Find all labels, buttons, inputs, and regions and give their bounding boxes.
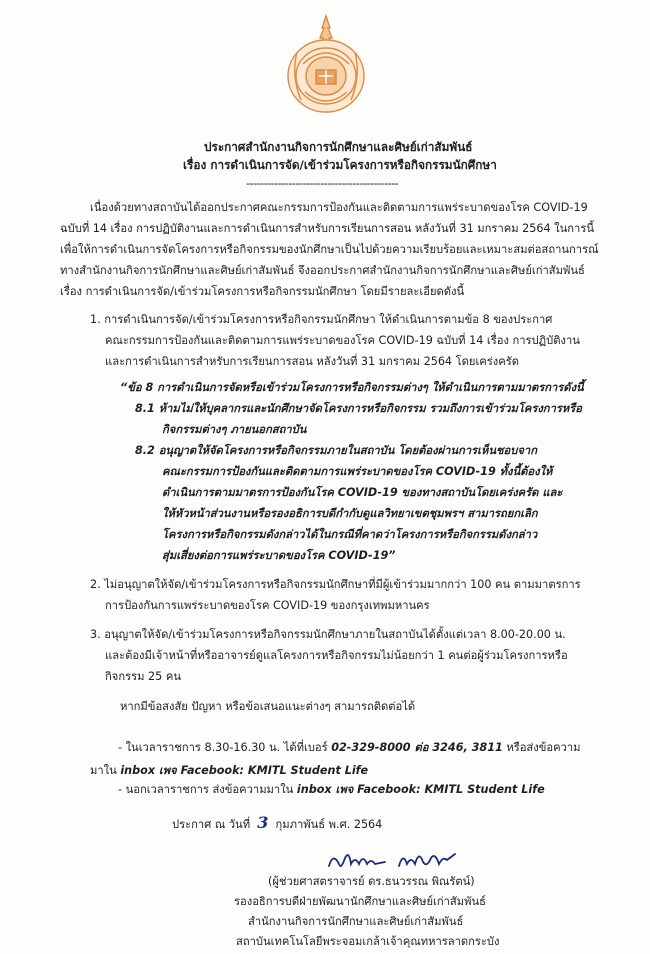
item-2-line: 2. ไม่อนุญาตให้จัด/เข้าร่วมโครงการหรือกิจกรรมนักศึกษาที่มีผู้เข้าร่วมมากกว่า 100 คน ตามมาตรการ [90, 578, 581, 591]
intro-line: เพื่อให้การดำเนินการจัดโครงการหรือกิจกรรมของนักศึกษาเป็นไปด้วยความเรียบร้อยและเหมาะสมต่อสถานการณ์ [60, 243, 599, 256]
announcement-title: ประกาศสำนักงานกิจการนักศึกษาและศิษย์เก่าสัมพันธ์ [204, 140, 473, 154]
contact-facebook-link[interactable]: inbox เพจ Facebook: KMITL Student Life [120, 764, 369, 777]
contact-phone: 02-329-8000 ต่อ 3246, 3811 [331, 741, 503, 754]
title-separator: ------------------------------------------- [246, 177, 399, 190]
contact-facebook-link[interactable]: inbox เพจ Facebook: KMITL Student Life [296, 783, 545, 796]
signatory-institution: สถาบันเทคโนโลยีพระจอมเกล้าเจ้าคุณทหารลาดกระบัง [236, 935, 500, 948]
contact-office-prefix: - ในเวลาราชการ 8.30-16.30 น. ได้ที่เบอร์ [118, 741, 332, 754]
intro-line: ทางสำนักงานกิจการนักศึกษาและศิษย์เก่าสัมพันธ์ จึงออกประกาศสำนักงานกิจการนักศึกษาและศิษย์เก่าสัมพันธ์ [60, 264, 585, 277]
clause-8-2-line: โครงการหรือกิจกรรมดังกล่าวได้ในกรณีที่คาดว่าโครงการหรือกิจกรรมดังกล่าว [162, 528, 538, 541]
item-3-line: กิจกรรม 25 คน [105, 670, 181, 683]
item-3-line: และต้องมีเจ้าหน้าที่หรืออาจารย์ดูแลโครงการหรือกิจกรรมไม่น้อยกว่า 1 คนต่อผู้ร่วมโครงการหรือ [105, 649, 568, 662]
clause-8-2-line: ให้หัวหน้าส่วนงานหรือรองอธิการบดีกำกับดูแลวิทยาเขตชุมพรฯ สามารถยกเลิก [162, 507, 538, 520]
clause-8-2-line: ดำเนินการตามมาตรการป้องกันโรค COVID-19 ของทางสถาบันโดยเคร่งครัด และ [162, 486, 563, 499]
date-prefix: ประกาศ ณ วันที่ [172, 818, 251, 831]
intro-line: เนื่องด้วยทางสถาบันได้ออกประกาศคณะกรรมการป้องกันและติดตามการแพร่ระบาดของโรค COVID-19 [90, 201, 588, 214]
clause-8-2-line: คณะกรรมการป้องกันและติดตามการแพร่ระบาดของโรค COVID-19 ทั้งนี้ต้องให้ [162, 465, 553, 478]
kmitl-seal-logo [283, 12, 369, 116]
item-2-line: การป้องกันการแพร่ระบาดของโรค COVID-19 ของกรุงเทพมหานคร [105, 599, 430, 612]
contact-office-mid: หรือส่งข้อความ [502, 741, 581, 754]
clause-8-2-line: สุ่มเสี่ยงต่อการแพร่ระบาดของโรค COVID-19” [162, 549, 396, 562]
intro-line: ฉบับที่ 14 เรื่อง การปฏิบัติงานและการดำเนินการสำหรับการเรียนการสอน หลังวันที่ 31 มกราคม 2564 ในการนี้ [60, 222, 594, 235]
contact-after-hours [118, 782, 545, 797]
contact-office-hours-line2 [90, 763, 368, 778]
handwritten-signature [325, 848, 485, 874]
contact-after-prefix: - นอกเวลาราชการ ส่งข้อความมาใน [118, 783, 297, 796]
item-1-line: และการดำเนินการสำหรับการเรียนการสอน หลังวันที่ 31 มกราคม 2564 โดยเคร่งครัด [105, 355, 519, 368]
item-1-line: คณะกรรมการป้องกันและติดตามการแพร่ระบาดของโรค COVID-19 ฉบับที่ 14 เรื่อง การปฏิบัติงาน [105, 334, 580, 347]
intro-line: เรื่อง การดำเนินการจัด/เข้าร่วมโครงการหรือกิจกรรมนักศึกษา โดยมีรายละเอียดดังนี้ [60, 285, 465, 298]
announcement-date [172, 815, 382, 832]
signatory-position: รองอธิการบดีฝ่ายพัฒนานักศึกษาและศิษย์เก่าสัมพันธ์ [234, 895, 486, 908]
clause-8-2-line: 8.2 อนุญาตให้จัดโครงการหรือกิจกรรมภายในสถาบัน โดยต้องผ่านการเห็นชอบจาก [135, 444, 537, 457]
date-day: 3 [257, 813, 269, 832]
quote-heading: “ข้อ 8 การดำเนินการจัดหรือเข้าร่วมโครงการหรือกิจกรรมต่างๆ ให้ดำเนินการตามมาตรการดังนี้ [120, 381, 584, 394]
clause-8-1-line: กิจกรรมต่างๆ ภายนอกสถาบัน [162, 423, 307, 436]
clause-8-1-line: 8.1 ห้ามไม่ให้บุคลากรและนักศึกษาจัดโครงการหรือกิจกรรม รวมถึงการเข้าร่วมโครงการหรือ [135, 402, 582, 415]
announcement-subject: เรื่อง การดำเนินการจัด/เข้าร่วมโครงการหรือกิจกรรมนักศึกษา [183, 158, 497, 172]
contact-intro: หากมีข้อสงสัย ปัญหา หรือข้อเสนอแนะต่างๆ สามารถติดต่อได้ [120, 700, 416, 713]
date-rest: กุมภาพันธ์ พ.ศ. 2564 [275, 818, 383, 831]
item-1-line: 1. การดำเนินการจัด/เข้าร่วมโครงการหรือกิจกรรมนักศึกษา ให้ดำเนินการตามข้อ 8 ของประกาศ [90, 313, 553, 326]
contact-office-line2-prefix: มาใน [90, 764, 121, 777]
contact-office-hours [118, 740, 581, 755]
signatory-office: สำนักงานกิจการนักศึกษาและศิษย์เก่าสัมพันธ์ [248, 915, 464, 928]
item-3-line: 3. อนุญาตให้จัด/เข้าร่วมโครงการหรือกิจกรรมนักศึกษาภายในสถาบันได้ตั้งแต่เวลา 8.00-20.00 น. [90, 628, 566, 641]
signatory-name: (ผู้ช่วยศาสตราจารย์ ดร.ธนวรรณ พิณรัตน์) [268, 875, 475, 888]
